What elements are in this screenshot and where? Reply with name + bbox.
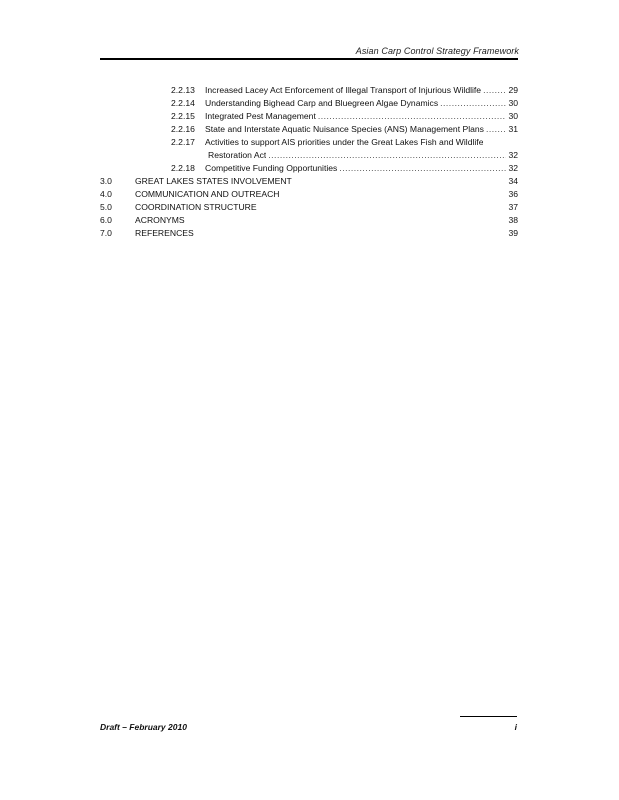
toc-entry-title: Competitive Funding Opportunities: [205, 163, 338, 173]
toc-entry-page: 37: [508, 202, 518, 212]
toc-entry-number: 2.2.15: [171, 111, 195, 121]
toc-entry-2-2-17-continued[interactable]: [100, 149, 518, 162]
toc-entry-2-2-16[interactable]: [100, 123, 518, 136]
toc-leader-dots: [339, 162, 506, 175]
toc-entry-number: 7.0: [100, 228, 112, 238]
toc-entry-number: 2.2.16: [171, 124, 195, 134]
toc-entry-2-2-14[interactable]: [100, 97, 518, 110]
toc-entry-2-2-18[interactable]: [100, 162, 518, 175]
toc-entry-title: Integrated Pest Management: [205, 111, 316, 121]
toc-entry-title: COORDINATION STRUCTURE: [135, 202, 257, 212]
toc-leader-dots: [440, 97, 506, 110]
toc-entry-page: 30: [508, 98, 518, 108]
toc-entry-title: GREAT LAKES STATES INVOLVEMENT: [135, 176, 292, 186]
toc-entry-number: 2.2.14: [171, 98, 195, 108]
toc-entry-title: COMMUNICATION AND OUTREACH: [135, 189, 280, 199]
table-of-contents: [100, 84, 518, 240]
toc-entry-number: 4.0: [100, 189, 112, 199]
toc-entry-title: State and Interstate Aquatic Nuisance Species (ANS) Management Plans: [205, 124, 484, 134]
toc-entry-page: 39: [508, 228, 518, 238]
toc-entry-title: REFERENCES: [135, 228, 194, 238]
toc-entry-title: Understanding Bighead Carp and Bluegreen Algae Dynamics: [205, 98, 439, 108]
toc-entry-number: 5.0: [100, 202, 112, 212]
toc-leader-dots: [486, 123, 506, 136]
toc-entry-4-0[interactable]: [100, 188, 518, 201]
footer-page-number: i: [514, 722, 517, 732]
toc-entry-title: Activities to support AIS priorities under the Great Lakes Fish and Wildlife: [205, 137, 484, 147]
toc-entry-page: 36: [508, 189, 518, 199]
toc-entry-title-continued: Restoration Act: [208, 150, 267, 160]
toc-entry-6-0[interactable]: [100, 214, 518, 227]
toc-entry-page: 32: [508, 150, 518, 160]
toc-entry-5-0[interactable]: [100, 201, 518, 214]
toc-entry-page: 34: [508, 176, 518, 186]
toc-leader-dots: [268, 149, 506, 162]
header-rule: [100, 58, 518, 60]
toc-entry-2-2-17[interactable]: [100, 136, 518, 149]
toc-leader-dots: [483, 84, 506, 97]
toc-entry-page: 30: [508, 111, 518, 121]
footer-rule: [460, 716, 517, 717]
toc-leader-dots: [318, 110, 506, 123]
footer-draft-date: Draft – February 2010: [100, 722, 187, 732]
toc-entry-page: 38: [508, 215, 518, 225]
toc-entry-3-0[interactable]: [100, 175, 518, 188]
running-header-title: Asian Carp Control Strategy Framework: [355, 46, 519, 56]
toc-entry-title: Increased Lacey Act Enforcement of Illegal Transport of Injurious Wildlife: [205, 85, 482, 95]
toc-entry-number: 3.0: [100, 176, 112, 186]
toc-entry-number: 2.2.18: [171, 163, 195, 173]
toc-entry-page: 29: [508, 85, 518, 95]
toc-entry-number: 2.2.17: [171, 137, 195, 147]
toc-entry-page: 31: [508, 124, 518, 134]
toc-entry-number: 6.0: [100, 215, 112, 225]
toc-entry-2-2-15[interactable]: [100, 110, 518, 123]
toc-entry-7-0[interactable]: [100, 227, 518, 240]
toc-entry-2-2-13[interactable]: [100, 84, 518, 97]
toc-entry-page: 32: [508, 163, 518, 173]
toc-entry-title: ACRONYMS: [135, 215, 185, 225]
toc-entry-number: 2.2.13: [171, 85, 195, 95]
